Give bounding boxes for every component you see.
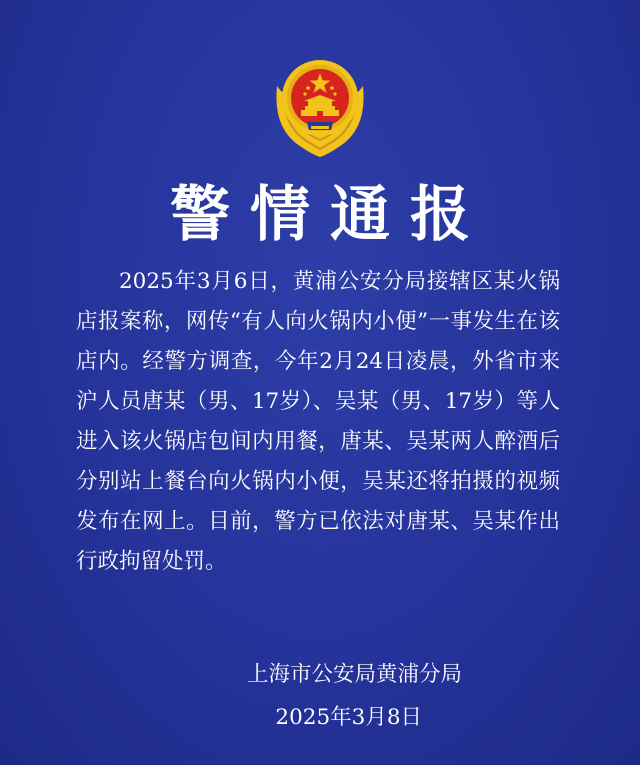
police-emblem-icon: [267, 56, 373, 162]
issue-date: 2025年3月8日: [275, 705, 422, 730]
issuer-name: 上海市公安局黄浦分局: [246, 662, 462, 687]
notice-title: 警情通报: [170, 180, 490, 250]
notice-body: 2025年3月6日，黄浦公安分局接辖区某火锅店报案称，网传“有人向火锅内小便”一事发生在该店内。经警方调查，今年2月24日凌晨，外省市来沪人员唐某（男、17岁）、吴某（男、17岁）等人进入该火锅店包间内用餐，唐某、吴某两人醉酒后分别站上餐台向火锅内小便，吴某还将拍摄的视频发布在网上。目前，警方已依法对唐某、吴某作出行政拘留处罚。: [76, 269, 560, 574]
